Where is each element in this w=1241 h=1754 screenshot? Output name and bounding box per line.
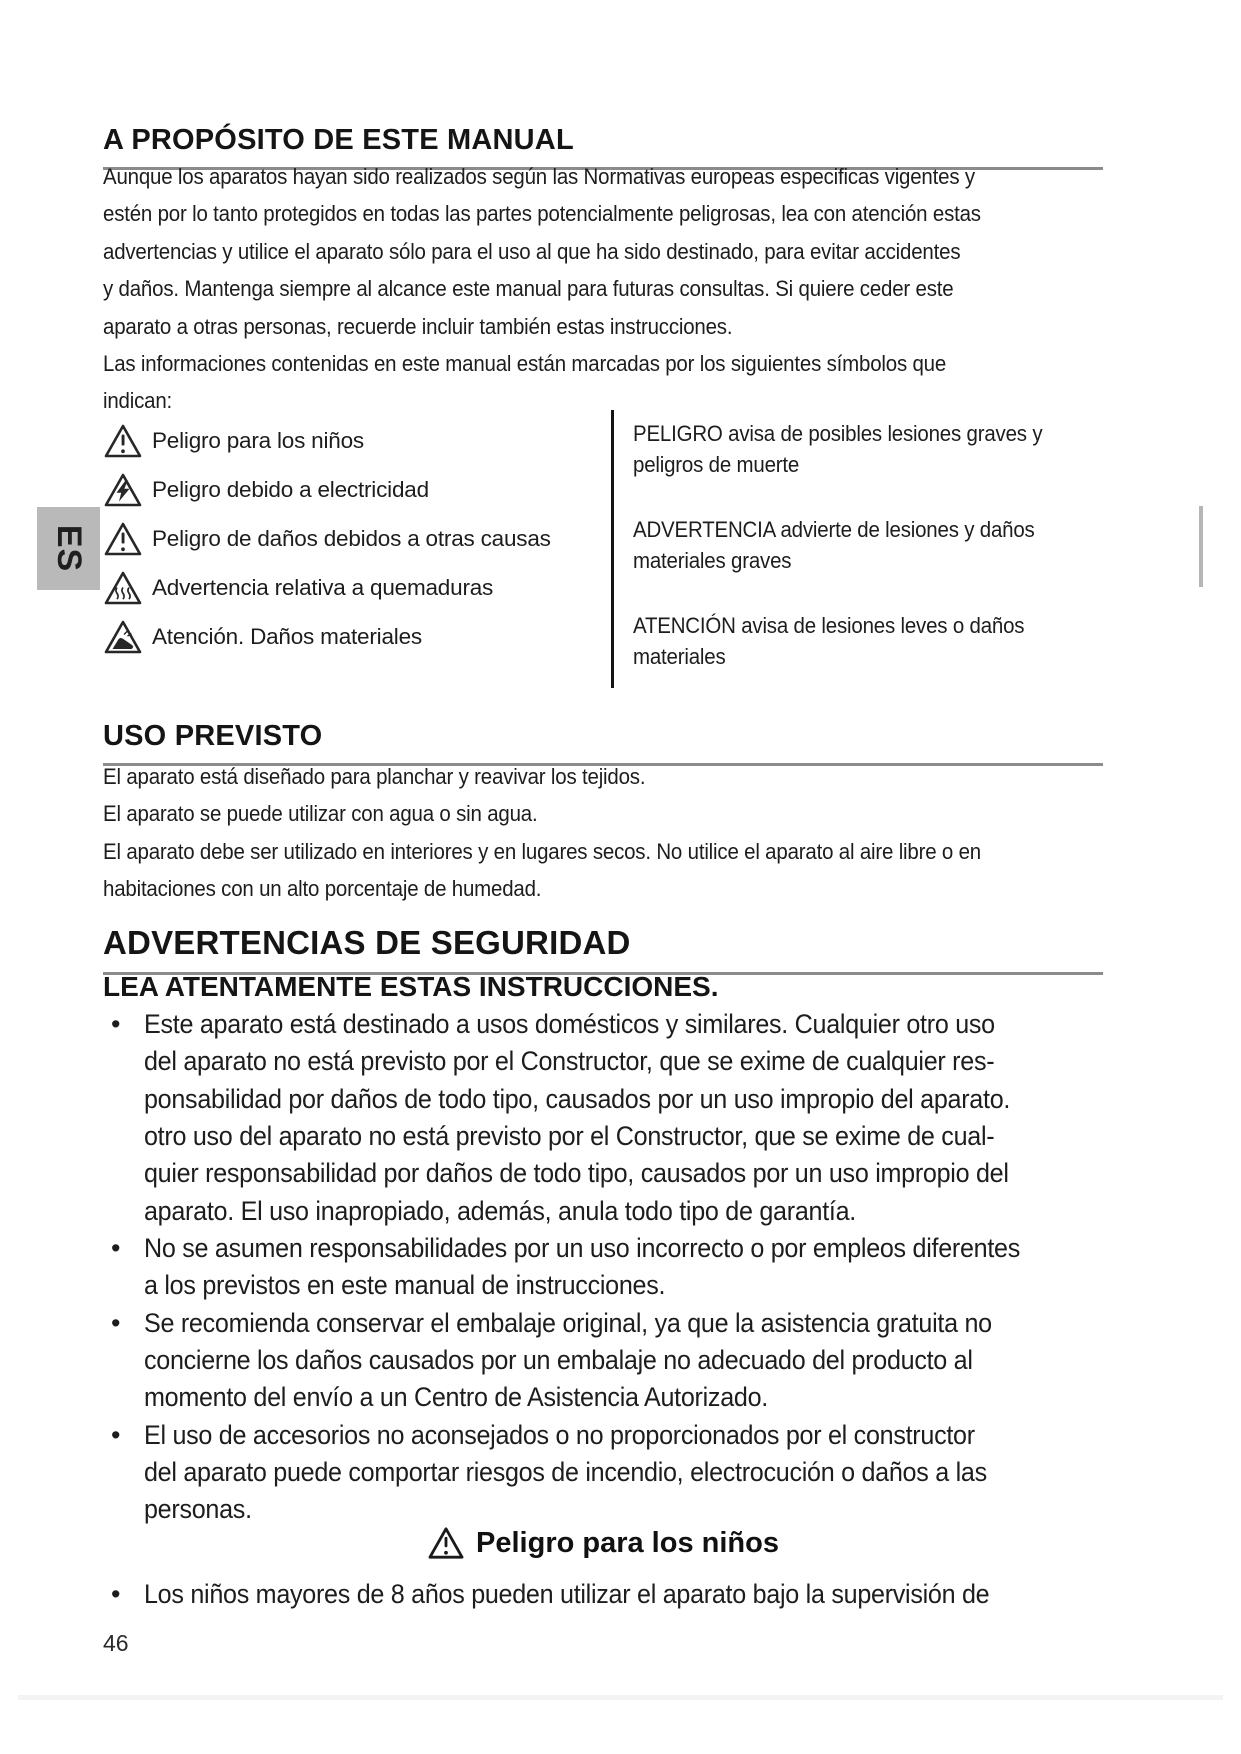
legend-attention [633, 610, 1079, 672]
safety-bullet [103, 1417, 1103, 1529]
legend-danger [633, 418, 1079, 480]
bullet-text [144, 1230, 1104, 1305]
text-line: del aparato no está previsto por el Constructor, que se exime de cualquier res- [144, 1046, 995, 1077]
safety-bullet-list [103, 1006, 1103, 1529]
about-paragraph-1 [103, 158, 1103, 345]
symbol-list [103, 416, 613, 661]
warning-triangle-exclamation-icon [427, 1526, 465, 1560]
text-line: • Este aparato está destinado a usos domésticos y similares. Cualquier otro uso [144, 1009, 995, 1039]
text-line: PELIGRO avisa de posibles lesiones graves y [633, 421, 1043, 446]
text-line: El aparato se puede utilizar con agua o sin agua. [103, 801, 538, 827]
text-line: y daños. Mantenga siempre al alcance este manual para futuras consultas. Si quiere ceder este [103, 276, 954, 302]
warning-triangle-icon [103, 472, 143, 508]
text-line: aparato. El uso inapropiado, además, anula todo tipo de garantía. [144, 1195, 856, 1226]
symbol-label: Peligro para los niños [152, 427, 364, 453]
manual-page-content [103, 0, 1103, 1754]
children-danger-title: Peligro para los niños [476, 1526, 779, 1559]
safety-bullet [103, 1006, 1103, 1230]
about-paragraphs [103, 158, 1103, 420]
language-tab-label: ES [49, 524, 88, 573]
text-line: advertencias y utilice el aparato sólo para el uso al que ha sido destinado, para evitar accidentes [103, 238, 961, 264]
text-line: materiales [633, 644, 726, 669]
page-edge-mark [1199, 506, 1203, 587]
bullet-text [144, 1576, 1104, 1613]
children-danger-heading [103, 1526, 1103, 1560]
section-title-intended-use: USO PREVISTO [103, 719, 1103, 766]
text-line: materiales graves [633, 548, 792, 573]
text-line: • No se asumen responsabilidades por un uso incorrecto o por empleos diferentes [144, 1233, 1021, 1264]
page-number: 46 [103, 1630, 129, 1656]
text-line: habitaciones con un alto porcentaje de humedad. [103, 876, 542, 902]
legend-warning [633, 514, 1079, 576]
warning-triangle-icon [103, 570, 143, 606]
text-line: quier responsabilidad por daños de todo tipo, causados por un uso impropio del [144, 1158, 1009, 1189]
text-line: • Se recomienda conservar el embalaje original, ya que la asistencia gratuita no [144, 1307, 992, 1338]
text-line: Las informaciones contenidas en este manual están marcadas por los siguientes símbolos que [103, 351, 947, 377]
text-line: • Los niños mayores de 8 años pueden utilizar el aparato bajo la supervisión de [144, 1579, 990, 1609]
intended-use-paragraph-1 [103, 758, 1103, 795]
safety-subtitle: LEA ATENTAMENTE ESTAS INSTRUCCIONES. [103, 971, 719, 1002]
symbol-item [103, 416, 613, 465]
warning-triangle-icon [103, 521, 143, 557]
text-line: El aparato debe ser utilizado en interiores y en lugares secos. No utilice el aparato al aire libre o en [103, 838, 982, 864]
text-line: Aunque los aparatos hayan sido realizados según las Normativas europeas especificas vigentes y [103, 164, 975, 189]
symbol-label: Atención. Daños materiales [152, 623, 422, 649]
section-title-about: A PROPÓSITO DE ESTE MANUAL [103, 123, 1103, 170]
symbol-label: Peligro debido a electricidad [152, 476, 429, 502]
text-line: ponsabilidad por daños de todo tipo, causados por un uso impropio del aparato. [144, 1083, 1011, 1114]
text-line: momento del envío a un Centro de Asistencia Autorizado. [144, 1382, 768, 1413]
safety-bullet [103, 1576, 1103, 1613]
symbol-label: Peligro de daños debidos a otras causas [152, 525, 551, 551]
warning-triangle-icon [103, 619, 143, 655]
bullet-text [144, 1006, 1104, 1230]
text-line: a los previstos en este manual de instrucciones. [144, 1270, 666, 1301]
bullet-text [144, 1417, 1104, 1529]
about-paragraph-2 [103, 345, 1103, 420]
symbol-label: Advertencia relativa a quemaduras [152, 574, 494, 600]
bullet-text [144, 1305, 1104, 1417]
text-line: estén por lo tanto protegidos en todas las partes potencialmente peligrosas, lea con atención estas [103, 201, 981, 227]
text-line: indican: [103, 388, 173, 414]
text-line: peligros de muerte [633, 452, 800, 477]
text-line: otro uso del aparato no está previsto por el Constructor, que se exime de cual- [144, 1121, 995, 1152]
text-line: concierne los daños causados por un embalaje no adecuado del producto al [144, 1345, 973, 1376]
symbol-item [103, 514, 613, 563]
text-line: • El uso de accesorios no aconsejados o no proporcionados por el constructor [144, 1419, 975, 1450]
children-bullet-list [103, 1576, 1103, 1613]
language-tab-es [37, 507, 100, 590]
intended-use-paragraphs [103, 758, 1103, 908]
text-line: del aparato puede comportar riesgos de incendio, electrocución o daños a las [144, 1457, 987, 1488]
symbol-item [103, 612, 613, 661]
symbol-item [103, 465, 613, 514]
symbol-item [103, 563, 613, 612]
text-line: El aparato está diseñado para planchar y reavivar los tejidos. [103, 764, 646, 789]
text-line: ADVERTENCIA advierte de lesiones y daños [633, 517, 1035, 542]
text-line: aparato a otras personas, recuerde incluir también estas instrucciones. [103, 313, 733, 339]
text-line: ATENCIÓN avisa de lesiones leves o daños [633, 613, 1025, 638]
intended-use-paragraph-3 [103, 833, 1103, 908]
intended-use-paragraph-2 [103, 795, 1103, 832]
text-line: personas. [144, 1494, 252, 1525]
warning-triangle-icon [103, 423, 143, 459]
safety-bullet [103, 1305, 1103, 1417]
section-title-safety: ADVERTENCIAS DE SEGURIDAD [103, 924, 1103, 975]
safety-bullet [103, 1230, 1103, 1305]
